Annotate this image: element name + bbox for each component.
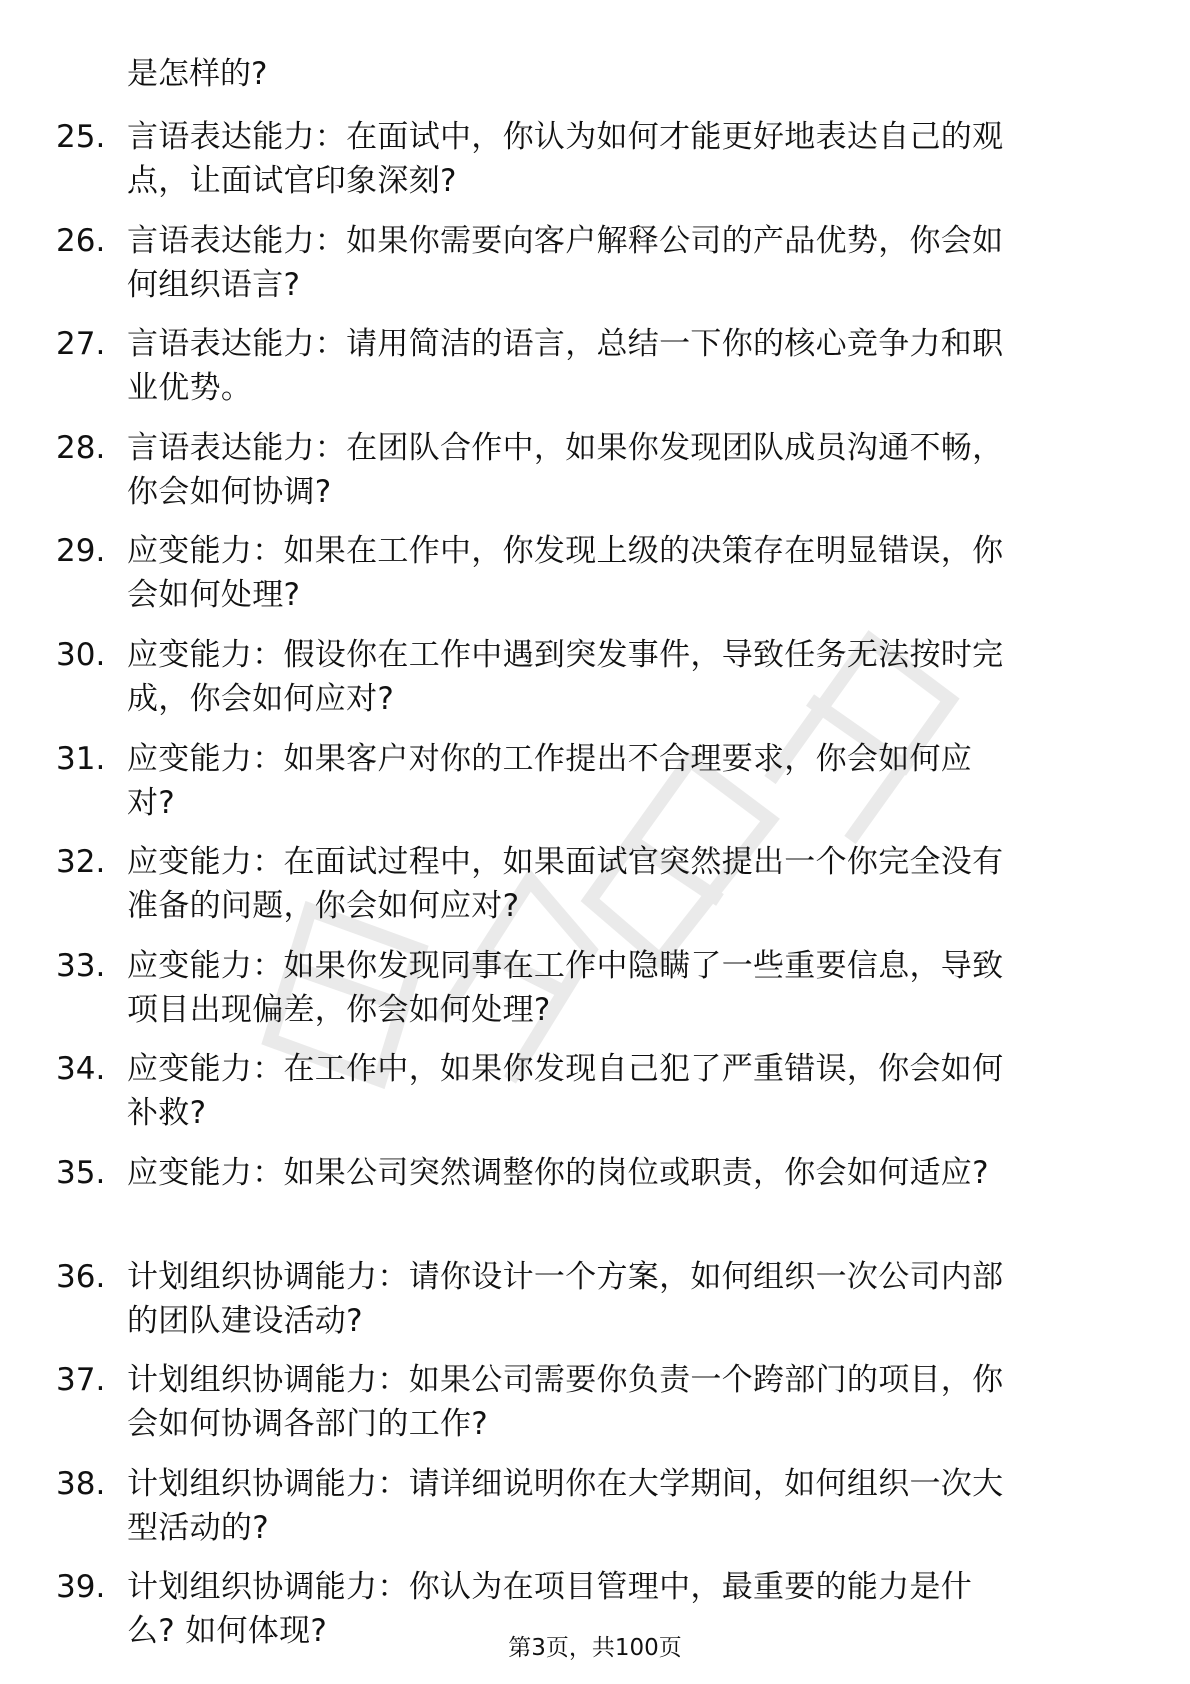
question-text-line: 计划组织协调能力：请详细说明你在大学期间，如何组织一次大 bbox=[127, 1465, 1004, 1502]
question-item bbox=[0, 322, 1190, 426]
question-text-line: 计划组织协调能力：如果公司需要你负责一个跨部门的项目，你 bbox=[127, 1362, 1004, 1399]
question-item bbox=[0, 1255, 1190, 1359]
question-text-line: 计划组织协调能力：你认为在项目管理中，最重要的能力是什 bbox=[127, 1569, 973, 1606]
question-text bbox=[127, 219, 1117, 307]
question-number: 28. bbox=[56, 429, 106, 466]
continued-question-text: 是怎样的? bbox=[127, 56, 268, 92]
question-number: 38. bbox=[56, 1465, 106, 1502]
question-number: 27. bbox=[56, 326, 106, 363]
question-text-line: 准备的问题，你会如何应对? bbox=[127, 888, 520, 925]
question-text bbox=[127, 840, 1117, 928]
question-text-line: 你会如何协调? bbox=[127, 473, 332, 510]
question-text-line: 言语表达能力：在团队合作中，如果你发现团队成员沟通不畅， bbox=[127, 429, 1004, 466]
question-item bbox=[0, 1047, 1190, 1151]
question-text-line: 的团队建设活动? bbox=[127, 1302, 363, 1339]
question-text-line: 点，让面试官印象深刻? bbox=[127, 163, 457, 199]
question-text-line: 会如何协调各部门的工作? bbox=[127, 1406, 489, 1443]
question-number: 31. bbox=[56, 740, 106, 777]
question-text-line: 项目出现偏差，你会如何处理? bbox=[127, 991, 551, 1028]
question-number: 33. bbox=[56, 947, 106, 984]
question-text bbox=[127, 737, 1117, 825]
question-text-line: 言语表达能力：在面试中，你认为如何才能更好地表达自己的观 bbox=[127, 119, 1004, 155]
question-text bbox=[127, 322, 1117, 410]
question-text-line: 应变能力：如果在工作中，你发现上级的决策存在明显错误，你 bbox=[127, 533, 1004, 570]
question-text bbox=[127, 115, 1117, 203]
question-item bbox=[0, 1462, 1190, 1566]
question-text bbox=[127, 529, 1117, 617]
question-number: 34. bbox=[56, 1051, 106, 1088]
question-text-line: 会如何处理? bbox=[127, 577, 301, 614]
question-text-line: 应变能力：在工作中，如果你发现自己犯了严重错误，你会如何 bbox=[127, 1051, 1004, 1088]
question-text bbox=[127, 1462, 1117, 1550]
question-item bbox=[0, 115, 1190, 219]
question-item bbox=[0, 1151, 1190, 1255]
question-item bbox=[0, 737, 1190, 841]
question-text-line: 型活动的? bbox=[127, 1509, 269, 1546]
question-text-line: 何组织语言? bbox=[127, 266, 301, 303]
question-text-line: 言语表达能力：如果你需要向客户解释公司的产品优势，你会如 bbox=[127, 222, 1004, 259]
question-item bbox=[0, 633, 1190, 737]
question-number: 26. bbox=[56, 222, 106, 259]
question-text bbox=[127, 1255, 1117, 1343]
question-list bbox=[0, 115, 1190, 1669]
question-number: 29. bbox=[56, 533, 106, 570]
question-item bbox=[0, 426, 1190, 530]
question-text bbox=[127, 944, 1117, 1032]
question-number: 36. bbox=[56, 1258, 106, 1295]
question-number: 39. bbox=[56, 1569, 106, 1606]
question-text bbox=[127, 426, 1117, 514]
question-number: 35. bbox=[56, 1154, 106, 1191]
question-text bbox=[127, 1358, 1117, 1446]
question-text bbox=[127, 633, 1117, 721]
question-number: 30. bbox=[56, 636, 106, 673]
question-text-line: 应变能力：假设你在工作中遇到突发事件，导致任务无法按时完 bbox=[127, 636, 1004, 673]
question-text bbox=[127, 1151, 1117, 1195]
question-text-line: 应变能力：在面试过程中，如果面试官突然提出一个你完全没有 bbox=[127, 844, 1004, 881]
question-text bbox=[127, 1047, 1117, 1135]
question-item bbox=[0, 840, 1190, 944]
question-item bbox=[0, 944, 1190, 1048]
question-text-line: 计划组织协调能力：请你设计一个方案，如何组织一次公司内部 bbox=[127, 1258, 1004, 1295]
question-text-line: 对? bbox=[127, 784, 176, 821]
question-item bbox=[0, 219, 1190, 323]
question-text-line: 业优势。 bbox=[127, 370, 253, 407]
question-number: 32. bbox=[56, 844, 106, 881]
question-item bbox=[0, 1358, 1190, 1462]
question-text-line: 成，你会如何应对? bbox=[127, 680, 395, 717]
question-item bbox=[0, 529, 1190, 633]
question-number: 37. bbox=[56, 1362, 106, 1399]
question-text-line: 言语表达能力：请用简洁的语言，总结一下你的核心竞争力和职 bbox=[127, 326, 1004, 363]
page-footer: 第3页，共100页 bbox=[508, 1635, 682, 1661]
question-text-line: 应变能力：如果客户对你的工作提出不合理要求，你会如何应 bbox=[127, 740, 973, 777]
question-text-line: 补救? bbox=[127, 1095, 207, 1132]
question-number: 25. bbox=[56, 119, 106, 155]
question-text-line: 么? 如何体现? bbox=[127, 1613, 328, 1650]
question-text-line: 应变能力：如果公司突然调整你的岗位或职责，你会如何适应? bbox=[127, 1154, 989, 1191]
question-text-line: 应变能力：如果你发现同事在工作中隐瞒了一些重要信息，导致 bbox=[127, 947, 1004, 984]
